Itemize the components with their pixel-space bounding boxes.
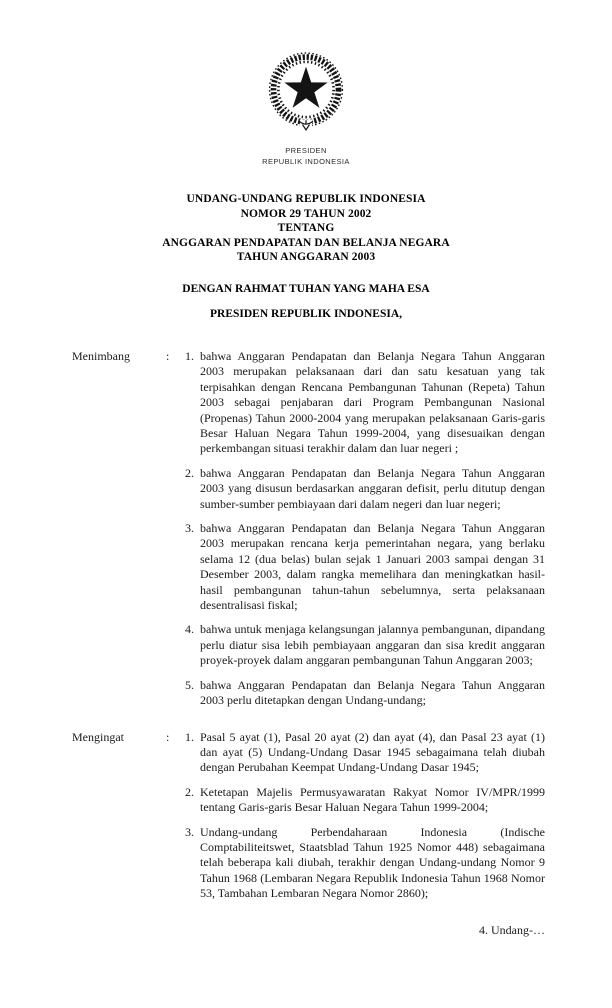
document-body bbox=[72, 349, 545, 902]
section-label: Mengingat bbox=[72, 729, 124, 744]
item-text: bahwa untuk menjaga kelangsungan jalannya pembangunan, dipandang perlu diatur sisa lebih pembiayaan anggaran dan sisa kredit anggaran proyek-proyek dalam anggaran pembangunan Tahun Anggaran 2003; bbox=[200, 622, 545, 668]
list-item bbox=[185, 730, 545, 776]
list-item bbox=[185, 349, 545, 457]
section-colon: : bbox=[166, 348, 170, 363]
item-text: bahwa Anggaran Pendapatan dan Belanja Negara Tahun Anggaran 2003 yang disusun berdasarkan anggaran defisit, perlu ditutup dengan sumber-sumber pembiayaan dari dalam negeri dan luar negeri; bbox=[200, 465, 545, 511]
item-text: Pasal 5 ayat (1), Pasal 20 ayat (2) dan ayat (4), dan Pasal 23 ayat (1) dan ayat (5) Undang-Undang Dasar 1945 sebagaimana telah diubah dengan Perubahan Keempat Undang-Undang Dasar 1945; bbox=[200, 729, 545, 775]
list-item bbox=[185, 785, 545, 816]
presidential-emblem bbox=[262, 50, 350, 141]
law-title-block bbox=[0, 192, 612, 265]
catchword: 4. Undang-… bbox=[479, 922, 545, 937]
garuda-star-seal-icon bbox=[262, 50, 350, 136]
item-text: bahwa Anggaran Pendapatan dan Belanja Negara Tahun Anggaran 2003 merupakan pelaksanaan dari dan satu kesatuan yang tak terpisahkan dengan Rencana Pembangunan Tahunan (Repeta) Tahun 2003 sebagai penjabaran dari Program Pembangunan Nasional (Propenas) Tahun 2000-2004 yang merupakan pelaksanaan Garis-garis Besar Haluan Negara Tahun 1999-2004, yang disesuaikan dengan perkembangan situasi terakhir dalam dan luar negeri ; bbox=[200, 348, 545, 456]
item-number: 2. bbox=[185, 784, 194, 799]
title-line-1: UNDANG-UNDANG REPUBLIK INDONESIA bbox=[186, 193, 426, 205]
title-line-4: ANGGARAN PENDAPATAN DAN BELANJA NEGARA bbox=[162, 236, 450, 249]
item-text: Undang-undang Perbendaharaan Indonesia (Indische Comptabiliteitswet, Staatsblad Tahun 1925 Nomor 448) sebagaimana telah beberapa kali diubah, terakhir dengan Undang-undang Nomor 9 Tahun 1968 (Lembaran Negara Republik Indonesia Tahun 1968 Nomor 53, Tambahan Lembaran Negara Nomor 2860); bbox=[200, 824, 545, 901]
list-item bbox=[185, 521, 545, 613]
issuer-line: PRESIDEN REPUBLIK INDONESIA, bbox=[209, 307, 403, 320]
list-item bbox=[185, 466, 545, 512]
item-number: 3. bbox=[185, 521, 194, 536]
title-line-5: TAHUN ANGGARAN 2003 bbox=[236, 251, 376, 264]
list-item bbox=[185, 622, 545, 668]
section-items bbox=[185, 349, 545, 709]
section-items bbox=[185, 730, 545, 902]
item-text: bahwa Anggaran Pendapatan dan Belanja Negara Tahun Anggaran 2003 perlu ditetapkan dengan Undang-undang; bbox=[200, 677, 545, 708]
title-line-3: TENTANG bbox=[277, 222, 335, 235]
section-colon: : bbox=[166, 729, 170, 744]
title-line-2: NOMOR 29 TAHUN 2002 bbox=[240, 207, 372, 220]
invocation-line: DENGAN RAHMAT TUHAN YANG MAHA ESA bbox=[182, 282, 430, 295]
section-mengingat bbox=[72, 730, 545, 902]
item-number: 5. bbox=[185, 677, 194, 692]
list-item bbox=[185, 825, 545, 902]
section-label: Menimbang bbox=[72, 348, 130, 363]
item-text: Ketetapan Majelis Permusyawaratan Rakyat Nomor IV/MPR/1999 tentang Garis-garis Besar Haluan Negara Tahun 1999-2004; bbox=[200, 784, 545, 815]
letterhead bbox=[0, 145, 612, 167]
item-number: 1. bbox=[185, 729, 194, 744]
letterhead-line-presiden: PRESIDEN bbox=[285, 146, 327, 155]
section-menimbang bbox=[72, 349, 545, 709]
item-number: 1. bbox=[185, 348, 194, 363]
list-item bbox=[185, 678, 545, 709]
item-number: 3. bbox=[185, 824, 194, 839]
star-icon bbox=[284, 67, 327, 108]
item-number: 2. bbox=[185, 465, 194, 480]
item-text: bahwa Anggaran Pendapatan dan Belanja Negara Tahun Anggaran 2003 merupakan rencana kerja pemerintahan negara, yang berlaku selama 12 (dua belas) bulan sejak 1 Januari 2003 sampai dengan 31 Desember 2003, dalam rangka memelihara dan meningkatkan hasil-hasil pembangunan tahun-tahun sebelumnya, serta pelaksanaan desentralisasi fiskal; bbox=[200, 521, 545, 613]
letterhead-line-republik: REPUBLIK INDONESIA bbox=[262, 157, 350, 166]
item-number: 4. bbox=[185, 622, 194, 637]
